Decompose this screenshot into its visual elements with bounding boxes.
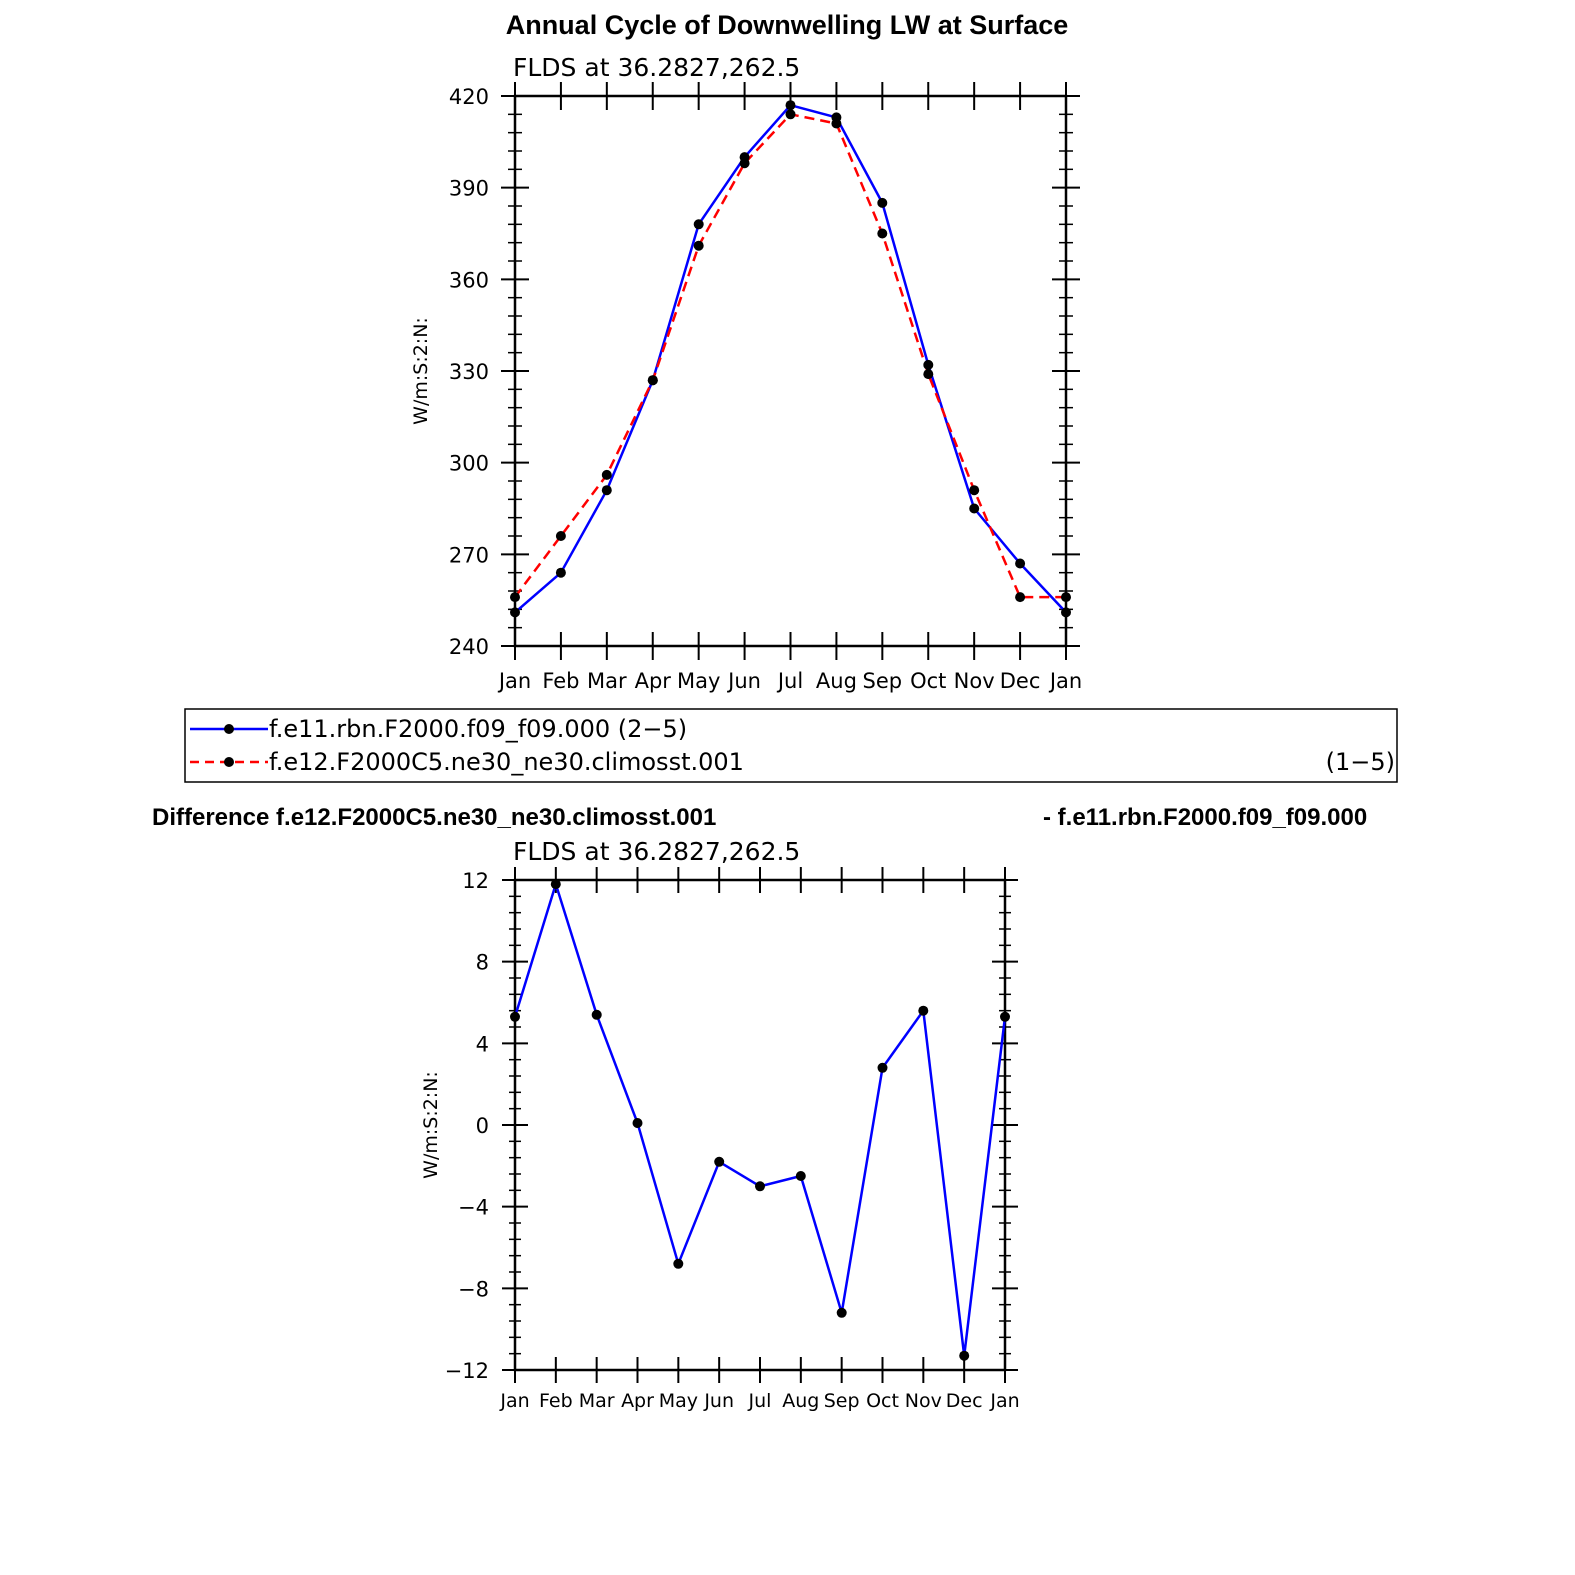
chart1-series-1-point <box>786 100 796 110</box>
chart1-ylabel: W/m:S:2:N: <box>410 317 432 425</box>
chart1-series-2-point <box>831 119 841 129</box>
legend-marker-series-1 <box>224 724 234 734</box>
figure-title: Annual Cycle of Downwelling LW at Surface <box>505 10 1069 40</box>
chart1-series-2-point <box>786 109 796 119</box>
chart1-series-1-point <box>510 607 520 617</box>
chart1-xtick-label: May <box>676 669 721 693</box>
chart1-series-1-point <box>1015 559 1025 569</box>
legend-suffix-series-2: (1−5) <box>1325 748 1395 776</box>
chart1-ytick-label: 390 <box>448 176 489 201</box>
chart2-xtick-label: Feb <box>539 1390 573 1412</box>
chart1-series-2-point <box>877 229 887 239</box>
chart2-ytick-label: 8 <box>475 950 489 975</box>
chart1-series-2-point <box>740 158 750 168</box>
chart1-series-2-point <box>510 592 520 602</box>
chart2-series-1-point <box>592 1010 602 1020</box>
chart1-ytick-label: 360 <box>448 268 489 293</box>
chart1-series-1-point <box>694 219 704 229</box>
chart1-series-2-point <box>969 485 979 495</box>
chart1-ytick-label: 300 <box>448 451 489 476</box>
chart1-series-2-point <box>694 241 704 251</box>
chart2-xtick-label: Jan <box>990 1390 1020 1412</box>
chart1-ytick-label: 240 <box>448 635 489 659</box>
chart1-xtick-label: Nov <box>953 669 995 693</box>
chart2-series-1-point <box>633 1118 643 1128</box>
chart2-xtick-label: Aug <box>782 1390 820 1412</box>
chart2-ylabel: W/m:S:2:N: <box>420 1071 442 1179</box>
chart1-series-1-point <box>556 568 566 578</box>
chart2-xtick-label: Apr <box>621 1390 654 1412</box>
annual-cycle-chart <box>410 53 1082 693</box>
chart1-series-2-point <box>1061 592 1071 602</box>
chart1-plot-frame <box>515 96 1066 646</box>
chart2-ytick-label: 4 <box>475 1032 489 1057</box>
chart1-series-2-point <box>556 531 566 541</box>
difference-chart <box>420 837 1020 1412</box>
chart2-subtitle: FLDS at 36.2827,262.5 <box>513 837 801 866</box>
chart1-xtick-label: Jun <box>728 669 761 693</box>
chart2-ytick-label: −8 <box>458 1277 489 1302</box>
chart2-series-1-point <box>714 1157 724 1167</box>
chart1-ytick-label: 330 <box>448 360 489 384</box>
chart1-xtick-label: Feb <box>542 669 580 693</box>
chart2-series-1-point <box>551 879 561 889</box>
chart1-series-2-point <box>1015 592 1025 602</box>
chart1-series-1-point <box>877 198 887 208</box>
chart1-series-1-point <box>969 504 979 514</box>
chart2-xtick-label: Sep <box>823 1390 860 1412</box>
difference-title-left: Difference f.e12.F2000C5.ne30_ne30.climosst.001 <box>152 804 717 831</box>
legend-label-series-2: f.e12.F2000C5.ne30_ne30.climosst.001 <box>269 748 744 776</box>
chart1-xtick-label: Dec <box>999 669 1041 693</box>
chart1-xtick-label: Jul <box>777 669 804 693</box>
chart1-ytick-label: 420 <box>448 85 489 109</box>
chart1-xtick-label: Mar <box>587 669 627 693</box>
chart1-xtick-label: Oct <box>910 669 947 693</box>
chart2-series-1-point <box>878 1063 888 1073</box>
chart2-series-1-point <box>796 1171 806 1181</box>
chart2-xtick-label: Jun <box>704 1390 735 1412</box>
chart2-xtick-label: Jul <box>748 1390 772 1412</box>
chart1-series-2-point <box>602 470 612 480</box>
chart2-series-1-point <box>510 1012 520 1022</box>
legend-box <box>185 709 1397 782</box>
chart1-series-2-line <box>515 114 1066 597</box>
chart2-xtick-label: Jan <box>500 1390 530 1412</box>
chart1-series-1-point <box>1061 607 1071 617</box>
chart2-series-1-point <box>959 1351 969 1361</box>
chart2-series-1-line <box>515 884 1005 1356</box>
legend-marker-series-2 <box>224 757 234 767</box>
chart2-xtick-label: May <box>658 1390 698 1412</box>
chart2-series-1-point <box>918 1006 928 1016</box>
chart2-ytick-label: −4 <box>458 1195 489 1220</box>
chart2-ytick-label: 0 <box>475 1114 489 1138</box>
chart1-series-1-point <box>923 360 933 370</box>
chart2-xtick-label: Nov <box>904 1390 942 1412</box>
chart1-series-2-point <box>648 375 658 385</box>
chart1-xtick-label: Jan <box>1049 669 1083 693</box>
chart1-ytick-label: 270 <box>448 543 489 568</box>
difference-title-right: - f.e11.rbn.F2000.f09_f09.000 <box>1043 804 1368 831</box>
chart1-subtitle: FLDS at 36.2827,262.5 <box>513 53 801 82</box>
chart2-ytick-label: 12 <box>462 869 489 893</box>
chart1-series-2-point <box>923 369 933 379</box>
chart1-series-1-point <box>602 485 612 495</box>
chart1-xtick-label: Apr <box>634 669 671 693</box>
chart2-ytick-label: −12 <box>444 1359 489 1383</box>
chart2-plot-frame <box>515 880 1005 1370</box>
chart2-series-1-point <box>673 1259 683 1269</box>
chart2-series-1-point <box>1000 1012 1010 1022</box>
chart2-xtick-label: Mar <box>578 1390 615 1412</box>
chart1-xtick-label: Sep <box>862 669 903 693</box>
chart2-series-1-point <box>837 1308 847 1318</box>
chart2-series-1-point <box>755 1181 765 1191</box>
chart2-xtick-label: Oct <box>866 1390 899 1412</box>
legend-label-series-1: f.e11.rbn.F2000.f09_f09.000 (2−5) <box>269 715 688 743</box>
chart1-xtick-label: Jan <box>498 669 532 693</box>
chart1-series-1-line <box>515 105 1066 612</box>
chart2-xtick-label: Dec <box>945 1390 983 1412</box>
chart1-xtick-label: Aug <box>815 669 857 693</box>
